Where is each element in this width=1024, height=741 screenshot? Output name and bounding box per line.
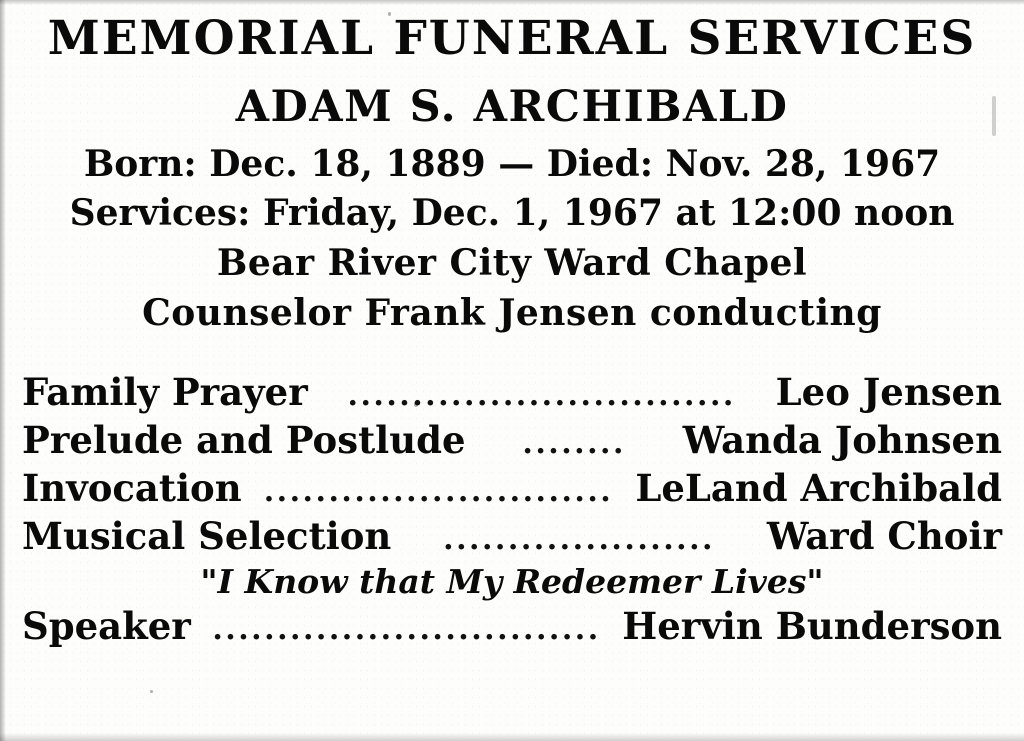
- program-dot-leader: ..............................: [212, 611, 601, 647]
- program-row: [22, 416, 1002, 464]
- service-datetime: Services: Friday, Dec. 1, 1967 at 12:00 noon: [69, 191, 955, 234]
- hymn-title: "I Know that My Redeemer Lives": [200, 562, 824, 602]
- program-dot-leader: ........: [522, 425, 626, 461]
- conducting-officiant: Counselor Frank Jensen conducting: [142, 292, 882, 335]
- program-person: Leo Jensen: [775, 369, 1002, 414]
- program-row: [22, 464, 1002, 512]
- program-item-label: Family Prayer: [22, 369, 308, 414]
- program-person: Hervin Bunderson: [622, 603, 1002, 648]
- scan-speck: [150, 690, 153, 693]
- service-location: Bear River City Ward Chapel: [216, 242, 808, 285]
- program-person: Ward Choir: [766, 514, 1002, 559]
- deceased-name: ADAM S. ARCHIBALD: [235, 82, 789, 133]
- program-person: Wanda Johnsen: [682, 417, 1002, 462]
- program-dot-leader: ..............................: [347, 377, 736, 413]
- program-row: [22, 512, 1002, 560]
- program-row: [22, 602, 1002, 650]
- program-dot-leader: .....................: [443, 522, 715, 558]
- program-list: [22, 368, 1002, 650]
- program-item-label: Speaker: [22, 603, 191, 648]
- scan-edge-shadow-bottom: [0, 733, 1024, 741]
- birth-death-dates: Born: Dec. 18, 1889 — Died: Nov. 28, 1967: [83, 143, 941, 186]
- program-dot-leader: ...........................: [263, 473, 614, 509]
- program-person: LeLand Archibald: [635, 465, 1002, 510]
- program-item-label: Prelude and Postlude: [22, 417, 466, 462]
- program-row: [22, 368, 1002, 416]
- program-item-label: Musical Selection: [22, 514, 392, 559]
- program-item-label: Invocation: [22, 465, 242, 510]
- page-title: MEMORIAL FUNERAL SERVICES: [47, 11, 977, 66]
